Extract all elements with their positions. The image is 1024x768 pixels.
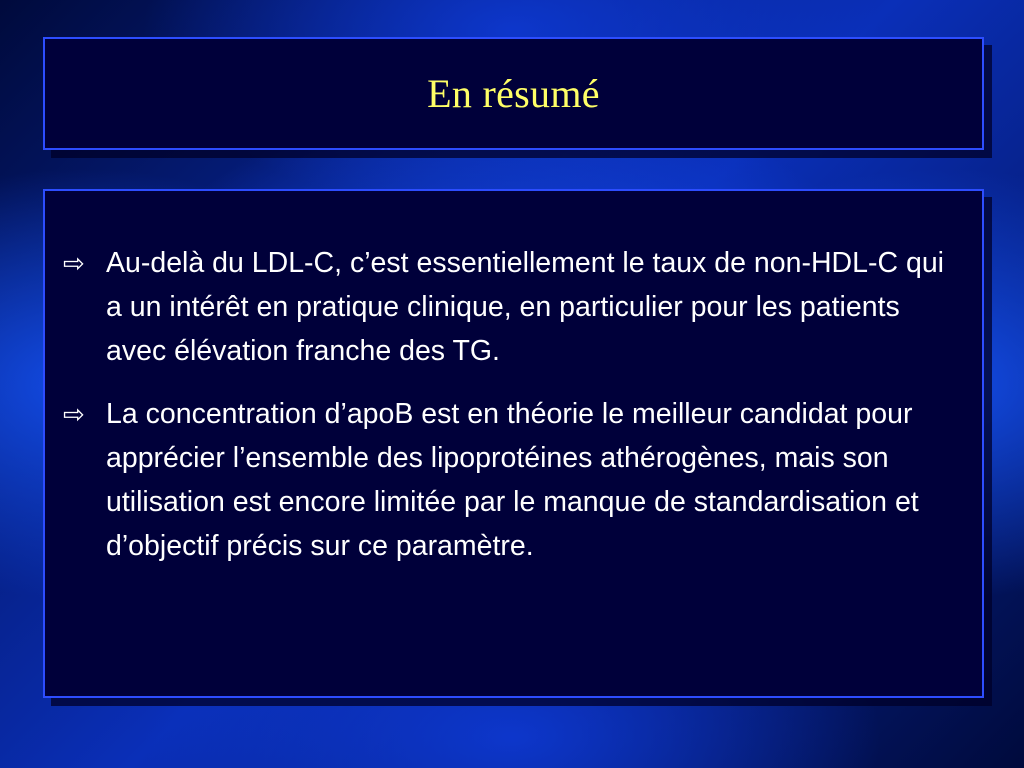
title-panel [43,37,984,150]
slide-title: En résumé [427,71,600,116]
arrow-bullet-icon: ⇨ [63,399,85,429]
bullet-item [63,241,952,373]
bullet-text: Au-delà du LDL-C, c’est essentiellement le taux de non-HDL-C qui a un intérêt en pratique clinique, en particulier pour les patients avec élévation franche des TG. [106,247,945,367]
bullet-text: La concentration d’apoB est en théorie le meilleur candidat pour apprécier l’ensemble des lipoprotéines athérogènes, mais son utilisation est encore limitée par le manque de standardisation et d’objectif précis sur ce paramètre. [106,398,919,562]
bullet-item [63,392,952,568]
arrow-bullet-icon: ⇨ [63,248,85,278]
content-panel [43,189,984,698]
